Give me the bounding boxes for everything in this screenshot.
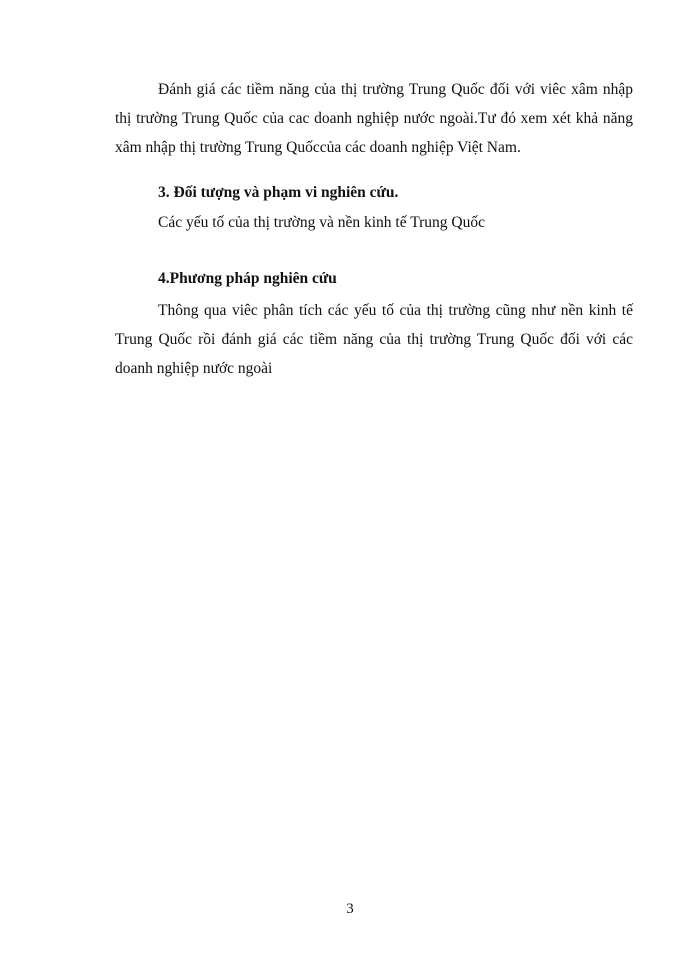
section-4-heading: 4.Phương pháp nghiên cứu bbox=[158, 270, 337, 287]
section-4-paragraph: Thông qua viêc phân tích các yếu tố của thị trường cũng như nền kinh tế Trung Quốc rồi đánh giá các tiềm năng của thị trường Trung Quốc đối với các doanh nghiệp nước ngoài bbox=[115, 302, 633, 377]
section-3-heading: 3. Đối tượng và phạm vi nghiên cứu. bbox=[158, 184, 399, 201]
intro-paragraph: Đánh giá các tiềm năng của thị trường Trung Quốc đối với viêc xâm nhập thị trường Trung Quốc của cac doanh nghiệp nước ngoài.Tư đó xem xét khả năng xâm nhập thị trường Trung Quốccủa các doanh nghiệp Việt Nam. bbox=[115, 81, 633, 156]
section-3-text: Các yếu tố của thị trường và nền kinh tế Trung Quốc bbox=[158, 214, 485, 231]
page-number: 3 bbox=[346, 901, 354, 917]
